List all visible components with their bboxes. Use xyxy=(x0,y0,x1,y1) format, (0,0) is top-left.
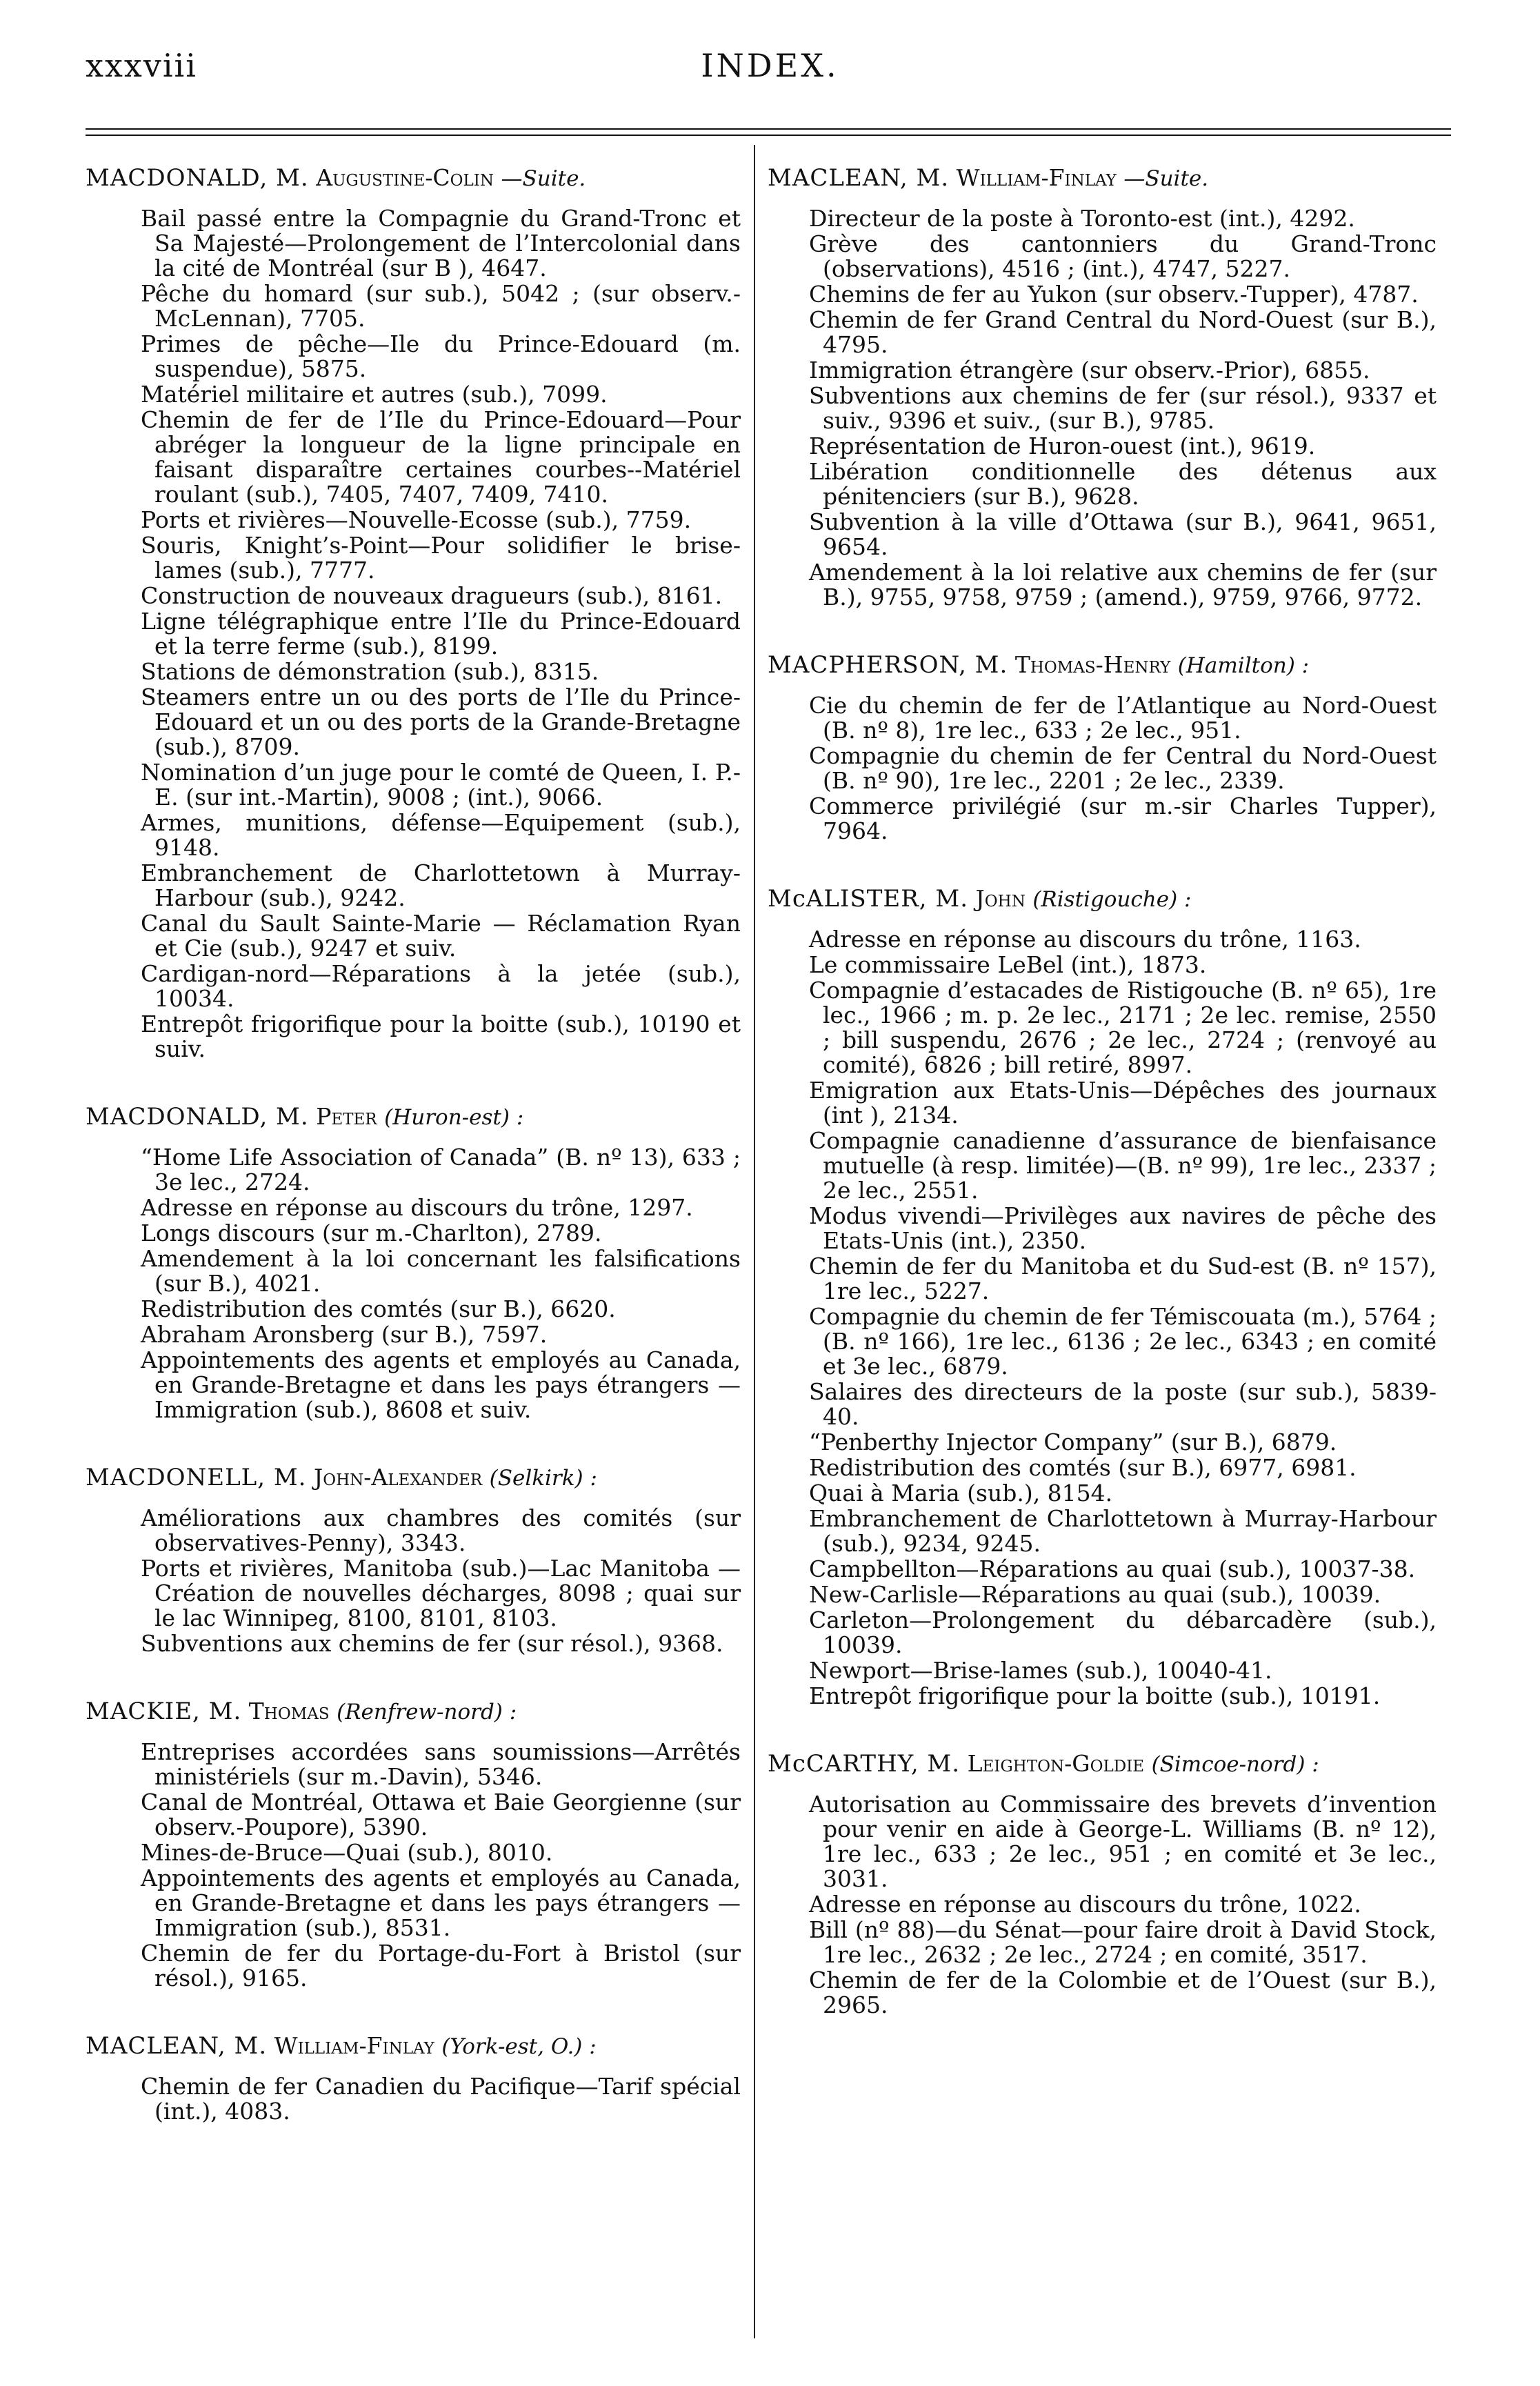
index-entry xyxy=(768,1749,1437,2018)
index-entry xyxy=(768,650,1437,844)
right-column xyxy=(768,163,1437,2058)
index-entry xyxy=(86,2031,741,2124)
index-item: Chemin de fer Grand Central du Nord-Ouest (sur B.), 4795. xyxy=(809,306,1437,358)
index-item: Redistribution des comtés (sur B.), 6977, 6981. xyxy=(809,1454,1357,1481)
index-item: Embranchement de Charlottetown à Murray-Harbour (sub.), 9234, 9245. xyxy=(809,1505,1437,1557)
index-item: Construction de nouveaux dragueurs (sub.), 8161. xyxy=(141,582,723,609)
index-item: Mines-de-Bruce—Quai (sub.), 8010. xyxy=(141,1839,553,1866)
page-number: xxxviii xyxy=(86,47,197,84)
index-item: Ligne télégraphique entre l’Ile du Prince-Edouard et la terre ferme (sub.), 8199. xyxy=(141,608,741,659)
index-item: Bill (nº 88)—du Sénat—pour faire droit à David Stock, 1re lec., 2632 ; 2e lec., 2724 ; en comité, 3517. xyxy=(809,1916,1437,1968)
entry-heading xyxy=(86,163,741,194)
member-riding: —Suite. xyxy=(1123,166,1209,191)
index-item: Salaires des directeurs de la poste (sur sub.), 5839-40. xyxy=(809,1378,1437,1430)
member-riding: (Ristigouche) : xyxy=(1032,887,1192,912)
index-item: Chemin de fer de l’Ile du Prince-Edouard—Pour abréger la longueur de la ligne principale en faisant disparaître certaines courbes--Matériel roulant (sub.), 7405, 7407, 7409, 7410. xyxy=(141,406,741,508)
index-entry xyxy=(86,1462,741,1656)
member-given-names: Augustine-Colin xyxy=(316,164,494,191)
index-entry xyxy=(86,1696,741,1991)
entry-heading xyxy=(86,1462,741,1493)
index-item: Cardigan-nord—Réparations à la jetée (sub.), 10034. xyxy=(141,960,741,1012)
member-riding: (Selkirk) : xyxy=(489,1466,597,1491)
index-item: Représentation de Huron-ouest (int.), 9619. xyxy=(809,433,1316,459)
header-double-rule xyxy=(86,128,1451,136)
index-item: Steamers entre un ou des ports de l’Ile du Prince-Edouard et un ou des ports de la Grande-Bretagne (sub.), 8709. xyxy=(141,684,741,760)
index-item: Améliorations aux chambres des comités (sur observatives-Penny), 3343. xyxy=(141,1504,741,1556)
index-item: Adresse en réponse au discours du trône, 1297. xyxy=(141,1194,693,1221)
index-item: Embranchement de Charlottetown à Murray-Harbour (sub.), 9242. xyxy=(141,859,741,911)
index-entry xyxy=(86,163,741,1062)
index-item: Compagnie du chemin de fer Témiscouata (m.), 5764 ; (B. nº 166), 1re lec., 6136 ; 2e lec., 6343 ; en comité et 3e lec., 6879. xyxy=(809,1303,1437,1380)
member-riding: (Simcoe-nord) : xyxy=(1151,1752,1319,1777)
index-item: Emigration aux Etats-Unis—Dépêches des journaux (int ), 2134. xyxy=(809,1077,1437,1129)
entry-heading xyxy=(86,2031,741,2062)
entry-heading xyxy=(86,1102,741,1133)
index-item: Subventions aux chemins de fer (sur résol.), 9368. xyxy=(141,1630,723,1657)
index-item: Campbellton—Réparations au quai (sub.), 10037-38. xyxy=(809,1555,1416,1582)
entry-heading xyxy=(768,163,1437,194)
index-item: Amendement à la loi concernant les falsifications (sur B.), 4021. xyxy=(141,1245,741,1297)
index-item: Primes de pêche—Ile du Prince-Edouard (m. suspendue), 5875. xyxy=(141,330,741,382)
index-item: Compagnie d’estacades de Ristigouche (B. nº 65), 1re lec., 1966 ; m. p. 2e lec., 2171 ; 2e lec. remise, 2550 ; bill suspendu, 2676 ; 2e lec., 2724 ; (renvoyé au comité), 6826 ; bill retiré, 8997. xyxy=(809,977,1437,1078)
index-item: Canal de Montréal, Ottawa et Baie Georgienne (sur observ.-Poupore), 5390. xyxy=(141,1789,741,1840)
index-item: Immigration étrangère (sur observ.-Prior), 6855. xyxy=(809,357,1370,384)
member-surname: MACPHERSON, M. xyxy=(768,651,1008,679)
index-item: Pêche du homard (sur sub.), 5042 ; (sur observ.-McLennan), 7705. xyxy=(141,280,741,332)
member-surname: MACKIE, M. xyxy=(86,1698,242,1725)
member-surname: McCARTHY, M. xyxy=(768,1750,961,1778)
index-item: Longs discours (sur m.-Charlton), 2789. xyxy=(141,1220,602,1246)
member-given-names: Peter xyxy=(316,1103,377,1130)
index-item: Souris, Knight’s-Point—Pour solidifier le brise-lames (sub.), 7777. xyxy=(141,532,741,584)
index-item: Appointements des agents et employés au Canada, en Grande-Bretagne et dans les pays étrangers —Immigration (sub.), 8531. xyxy=(141,1865,741,1941)
index-entry xyxy=(768,163,1437,610)
member-surname: McALISTER, M. xyxy=(768,885,969,913)
index-entry xyxy=(86,1102,741,1422)
index-item: Adresse en réponse au discours du trône, 1022. xyxy=(809,1891,1361,1918)
member-surname: MACLEAN, M. xyxy=(768,164,950,192)
index-item: Commerce privilégié (sur m.-sir Charles Tupper), 7964. xyxy=(809,793,1437,844)
member-given-names: John xyxy=(975,885,1026,912)
index-item: Ports et rivières—Nouvelle-Ecosse (sub.), 7759. xyxy=(141,506,692,533)
entry-heading xyxy=(768,884,1437,915)
member-given-names: William-Finlay xyxy=(274,2032,434,2059)
index-item: Stations de démonstration (sub.), 8315. xyxy=(141,658,599,685)
index-item: Chemin de fer Canadien du Pacifique—Tarif spécial (int.), 4083. xyxy=(141,2073,741,2125)
member-riding: (Huron-est) : xyxy=(384,1105,524,1130)
index-item: Cie du chemin de fer de l’Atlantique au Nord-Ouest (B. nº 8), 1re lec., 633 ; 2e lec., 951. xyxy=(809,692,1437,744)
index-item: Carleton—Prolongement du débarcadère (sub.), 10039. xyxy=(809,1607,1437,1658)
member-given-names: Thomas-Henry xyxy=(1014,651,1171,678)
index-item: Matériel militaire et autres (sub.), 7099. xyxy=(141,381,608,408)
index-item: Bail passé entre la Compagnie du Grand-Tronc et Sa Majesté—Prolongement de l’Intercolonial dans la cité de Montréal (sur B ), 4647. xyxy=(141,205,741,281)
index-item: Armes, munitions, défense—Equipement (sub.), 9148. xyxy=(141,809,741,861)
index-item: Canal du Sault Sainte-Marie — Réclamation Ryan et Cie (sub.), 9247 et suiv. xyxy=(141,910,741,962)
member-given-names: John-Alexander xyxy=(313,1464,483,1491)
index-item: Newport—Brise-lames (sub.), 10040-41. xyxy=(809,1657,1272,1684)
member-given-names: Thomas xyxy=(248,1698,330,1724)
index-item: Entrepôt frigorifique pour la boitte (sub.), 10191. xyxy=(809,1682,1381,1709)
member-given-names: Leighton-Goldie xyxy=(967,1750,1145,1777)
entry-heading xyxy=(768,1749,1437,1780)
index-item: Appointements des agents et employés au Canada, en Grande-Bretagne et dans les pays étrangers —Immigration (sub.), 8608 et suiv. xyxy=(141,1346,741,1423)
index-item: Abraham Aronsberg (sur B.), 7597. xyxy=(141,1321,548,1348)
index-entry xyxy=(768,884,1437,1709)
index-item: “Home Life Association of Canada” (B. nº 13), 633 ; 3e lec., 2724. xyxy=(141,1144,741,1195)
entry-heading xyxy=(768,650,1437,681)
index-item: “Penberthy Injector Company” (sur B.), 6879. xyxy=(809,1429,1337,1455)
index-item: Entreprises accordées sans soumissions—Arrêtés ministériels (sur m.-Davin), 5346. xyxy=(141,1738,741,1790)
member-surname: MACDONELL, M. xyxy=(86,1464,307,1491)
index-item: Directeur de la poste à Toronto-est (int.), 4292. xyxy=(809,205,1355,232)
member-riding: (Renfrew-nord) : xyxy=(337,1700,517,1724)
index-item: Quai à Maria (sub.), 8154. xyxy=(809,1480,1113,1507)
index-item: Chemins de fer au Yukon (sur observ.-Tupper), 4787. xyxy=(809,281,1419,308)
column-divider xyxy=(754,145,755,2338)
index-item: Chemin de fer du Manitoba et du Sud-est (B. nº 157), 1re lec., 5227. xyxy=(809,1253,1437,1304)
index-item: Subvention à la ville d’Ottawa (sur B.), 9641, 9651, 9654. xyxy=(809,508,1437,560)
index-item: New-Carlisle—Réparations au quai (sub.), 10039. xyxy=(809,1581,1381,1608)
page-header xyxy=(0,47,1540,95)
member-surname: MACLEAN, M. xyxy=(86,2032,268,2060)
index-item: Chemin de fer de la Colombie et de l’Ouest (sur B.), 2965. xyxy=(809,1967,1437,2018)
index-item: Entrepôt frigorifique pour la boitte (sub.), 10190 et suiv. xyxy=(141,1011,741,1062)
index-item: Compagnie canadienne d’assurance de bienfaisance mutuelle (à resp. limitée)—(B. nº 99), 1re lec., 2337 ; 2e lec., 2551. xyxy=(809,1127,1437,1204)
member-given-names: William-Finlay xyxy=(956,164,1117,191)
index-item: Amendement à la loi relative aux chemins de fer (sur B.), 9755, 9758, 9759 ; (amend.), 9759, 9766, 9772. xyxy=(809,559,1437,610)
index-item: Adresse en réponse au discours du trône, 1163. xyxy=(809,926,1361,953)
index-item: Compagnie du chemin de fer Central du Nord-Ouest (B. nº 90), 1re lec., 2201 ; 2e lec., 2339. xyxy=(809,742,1437,794)
index-item: Le commissaire LeBel (int.), 1873. xyxy=(809,951,1207,978)
index-item: Modus vivendi—Privilèges aux navires de pêche des Etats-Unis (int.), 2350. xyxy=(809,1202,1437,1254)
member-riding: (York-est, O.) : xyxy=(441,2034,597,2059)
index-item: Grève des cantonniers du Grand-Tronc (observations), 4516 ; (int.), 4747, 5227. xyxy=(809,230,1437,282)
left-column xyxy=(86,163,741,2164)
member-riding: (Hamilton) : xyxy=(1177,653,1310,678)
entry-heading xyxy=(86,1696,741,1727)
index-item: Ports et rivières, Manitoba (sub.)—Lac Manitoba —Création de nouvelles décharges, 8098 ; quai sur le lac Winnipeg, 8100, 8101, 8103. xyxy=(141,1555,741,1631)
member-surname: MACDONALD, M. xyxy=(86,1103,309,1131)
index-item: Subventions aux chemins de fer (sur résol.), 9337 et suiv., 9396 et suiv., (sur B.), 9785. xyxy=(809,382,1437,434)
index-item: Chemin de fer du Portage-du-Fort à Bristol (sur résol.), 9165. xyxy=(141,1940,741,1991)
member-riding: —Suite. xyxy=(501,166,586,191)
index-item: Libération conditionnelle des détenus aux pénitenciers (sur B.), 9628. xyxy=(809,458,1437,510)
index-item: Autorisation au Commissaire des brevets d’invention pour venir en aide à George-L. Williams (B. nº 12), 1re lec., 633 ; 2e lec., 951 ; en comité et 3e lec., 3031. xyxy=(809,1791,1437,1892)
index-item: Redistribution des comtés (sur B.), 6620. xyxy=(141,1295,616,1322)
index-item: Nomination d’un juge pour le comté de Queen, I. P.-E. (sur int.-Martin), 9008 ; (int.), 9066. xyxy=(141,759,741,811)
page-title: INDEX. xyxy=(701,47,839,84)
member-surname: MACDONALD, M. xyxy=(86,164,309,192)
